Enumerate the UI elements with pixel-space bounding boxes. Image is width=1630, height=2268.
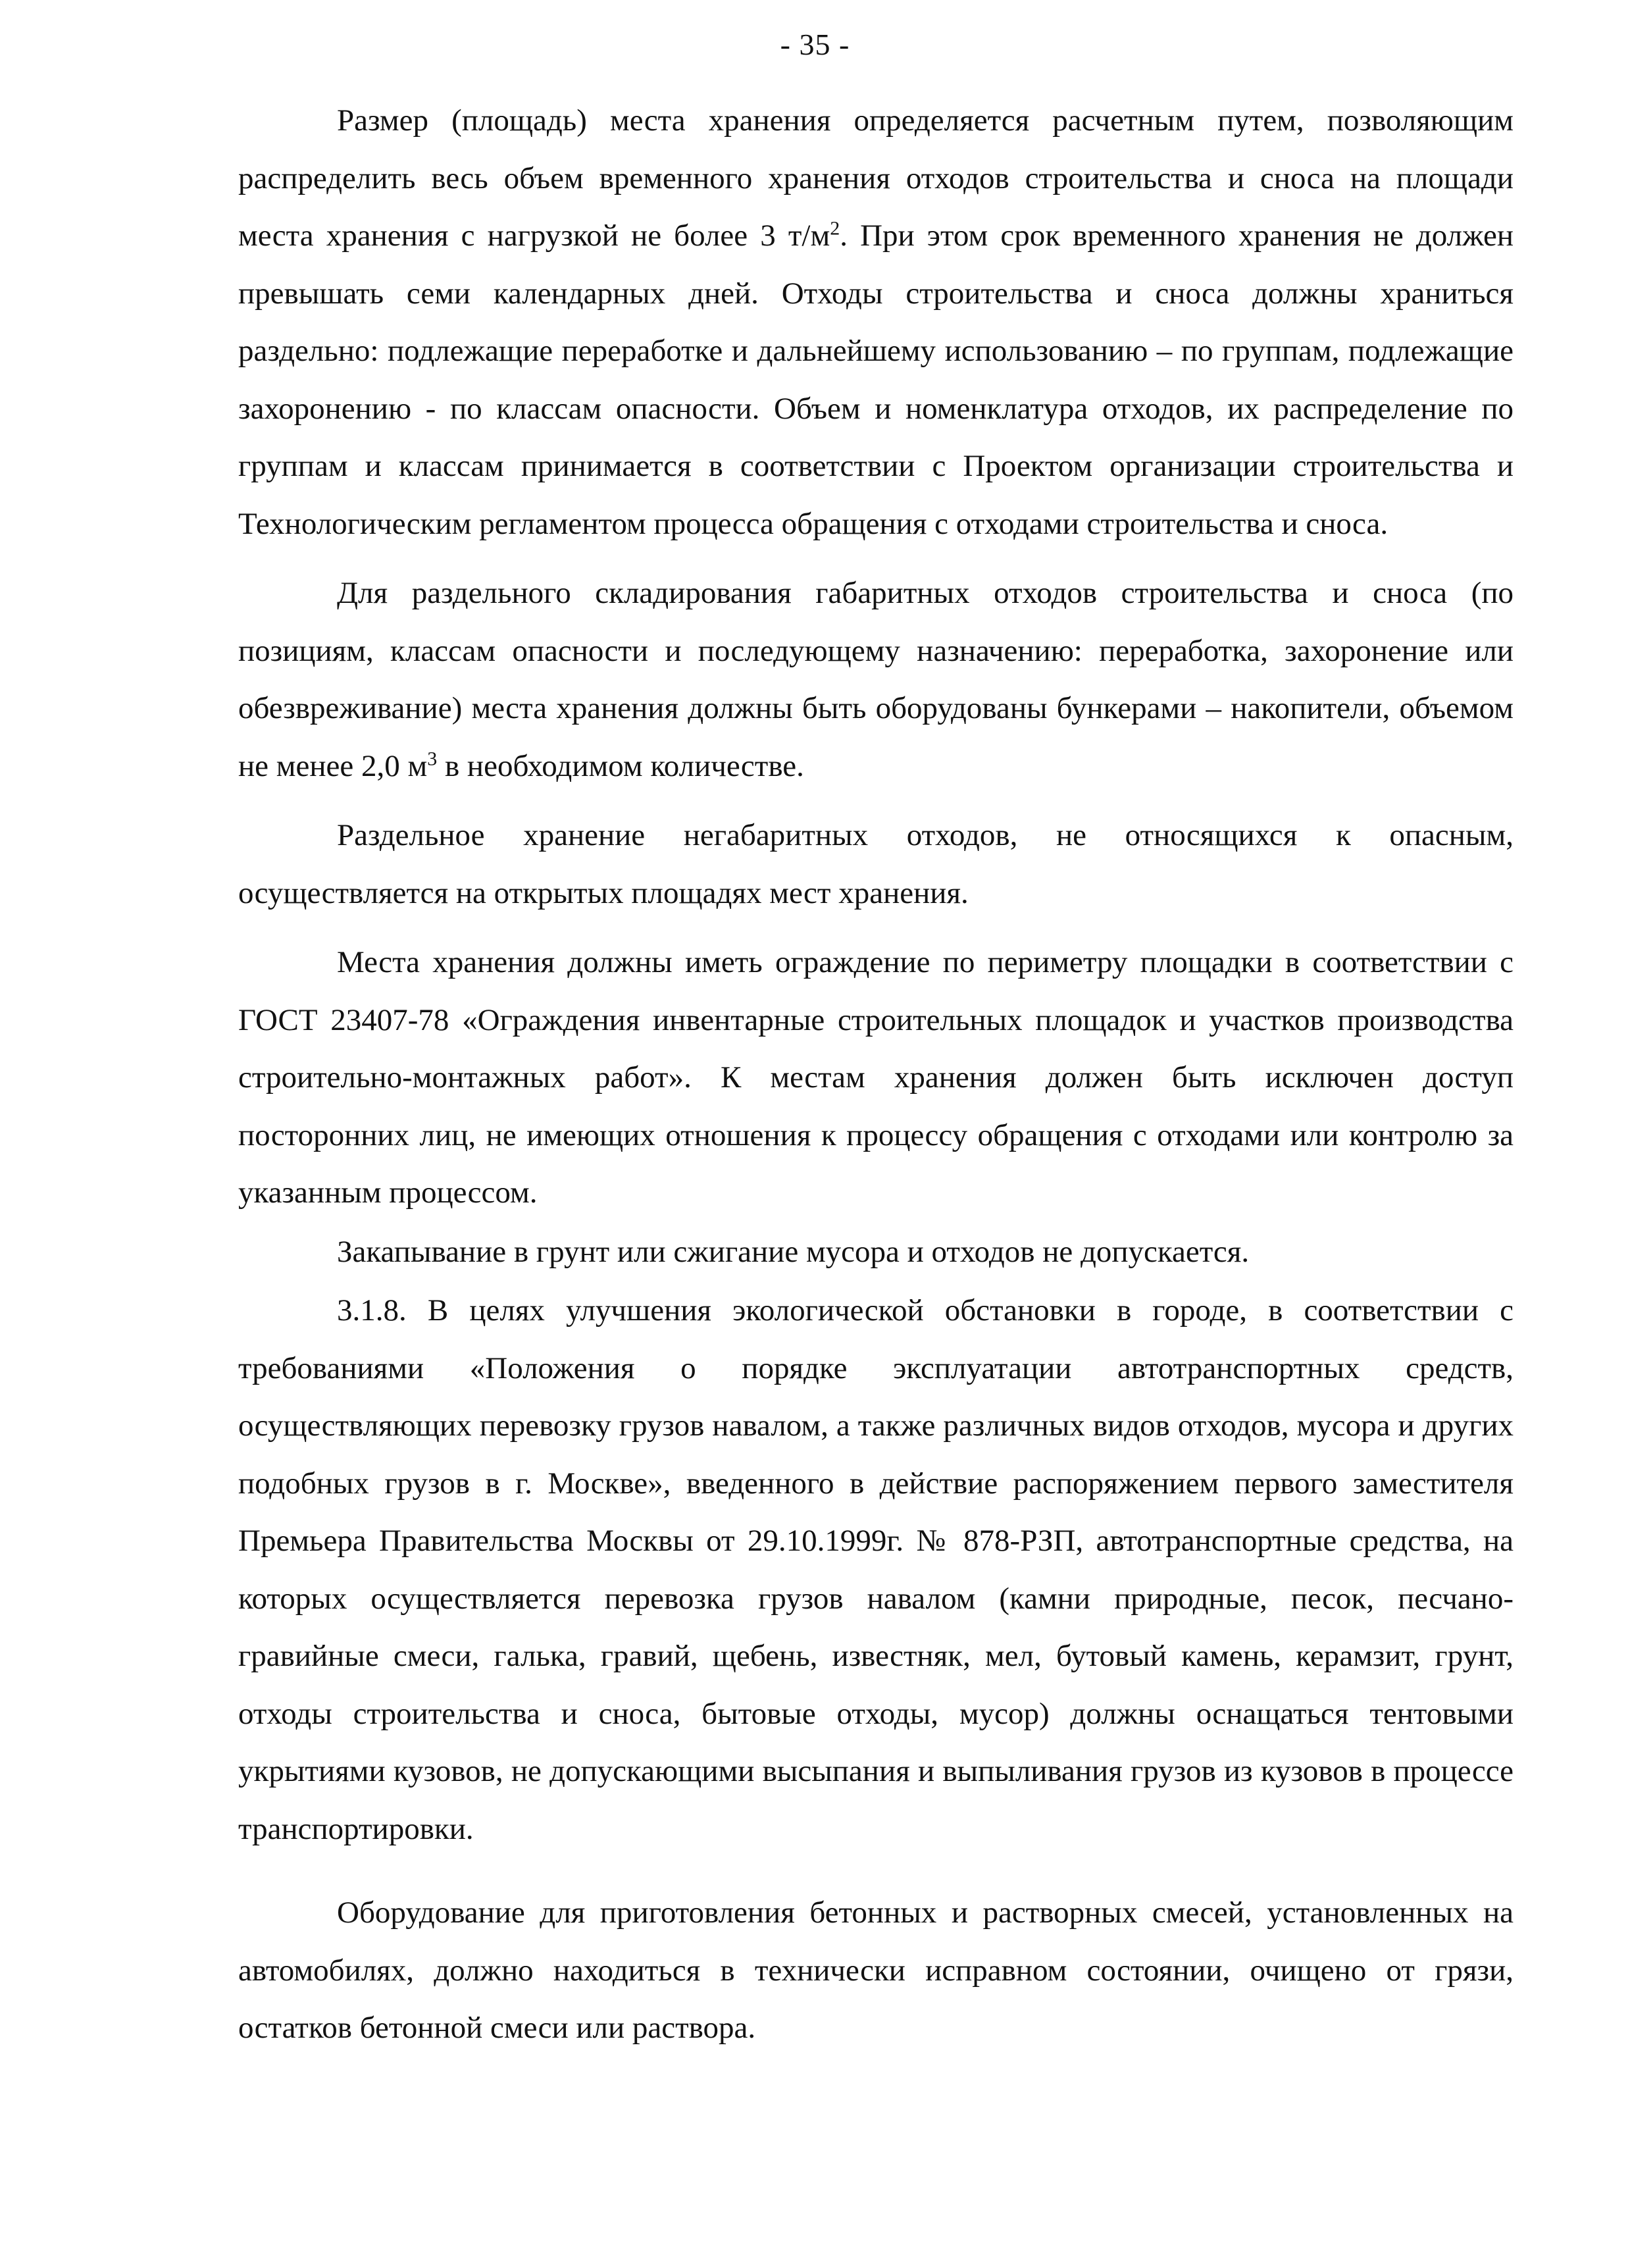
paragraph-mixer-equipment: Оборудование для приготовления бетонных и растворных смесей, установленных на автомобилях, должно находиться в технически исправном состоянии, очищено от грязи, остатков бетонной смеси или раствора. xyxy=(238,1895,1514,2045)
document-body xyxy=(238,92,1514,2057)
paragraph-section-3-1-8: 3.1.8. В целях улучшения экологической обстановки в городе, в соответствии с требованиями «Положения о порядке эксплуатации автотранспортных средств, осуществляющих перевозку грузов навалом, а также различных видов отходов, мусора и других подобных грузов в г. Москве», введенного в действие распоряжением первого заместителя Премьера Правительства Москвы от 29.10.1999г. № 878-РЗП, автотранспортные средства, на которых осуществляется перевозка грузов навалом (камни природные, песок, песчано-гравийные смеси, галька, гравий, щебень, известняк, мел, бутовый камень, керамзит, грунт, отходы строительства и сноса, бытовые отходы, мусор) должны оснащаться тентовыми укрытиями кузовов, не допускающими высыпания и выпыливания грузов из кузовов в процессе транспортировки. xyxy=(238,1293,1514,1846)
paragraph-storage-size xyxy=(238,92,1514,553)
superscript-square: 2 xyxy=(830,217,840,240)
paragraph-fencing: Места хранения должны иметь ограждение по периметру площадки в соответствии с ГОСТ 23407-78 «Ограждения инвентарные строительных площадок и участков производства строительно-монтажных работ». К местам хранения должен быть исключен доступ посторонних лиц, не имеющих отношения к процессу обращения с отходами или контролю за указанным процессом. xyxy=(238,945,1514,1210)
paragraph-burial-prohibited: Закапывание в грунт или сжигание мусора и отходов не допускается. xyxy=(337,1234,1250,1269)
paragraph-storage-size-text-b: . При этом срок временного хранения не должен превышать семи календарных дней. Отходы строительства и сноса должны храниться раздельно: подлежащие переработке и дальнейшему использованию – по группам, подлежащие захоронению - по классам опасности. Объем и номенклатура отходов, их распределение по группам и классам принимается в соответствии с Проектом организации строительства и Технологическим регламентом процесса обращения с отходами строительства и сноса. xyxy=(238,219,1514,541)
paragraph-storage-size-text-a: Размер (площадь) места хранения определяется расчетным путем, позволяющим распределить весь объем временного хранения отходов строительства и сноса на площади места хранения с нагрузкой не более 3 т/м xyxy=(238,103,1514,253)
paragraph-separate-storage-text-a: Для раздельного складирования габаритных отходов строительства и сноса (по позициям, классам опасности и последующему назначению: переработка, захоронение или обезвреживание) места хранения должны быть оборудованы бункерами – накопители, объемом не менее 2,0 м xyxy=(238,576,1514,783)
page-number: - 35 - xyxy=(780,28,850,61)
paragraph-separate-storage-text-b: в необходимом количестве. xyxy=(437,748,804,783)
paragraph-separate-storage xyxy=(238,565,1514,795)
superscript-cube: 3 xyxy=(427,747,438,769)
paragraph-oversized-waste: Раздельное хранение негабаритных отходов, не относящихся к опасным, осуществляется на открытых площадях мест хранения. xyxy=(238,818,1514,910)
